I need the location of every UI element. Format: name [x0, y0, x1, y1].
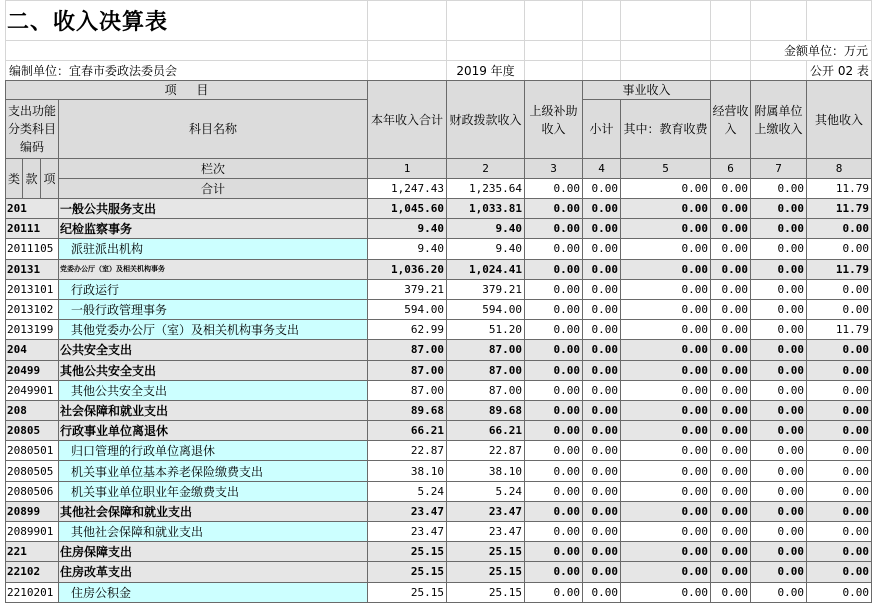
row-value-cell[interactable]: 0.00 [621, 279, 711, 299]
total-label[interactable]: 合计 [59, 179, 368, 199]
row-name-cell[interactable]: 住房改革支出 [59, 562, 368, 582]
sheet-cell[interactable] [583, 61, 621, 81]
table-row [6, 461, 872, 481]
row-value-cell[interactable]: 0.00 [751, 562, 807, 582]
row-value-cell[interactable]: 62.99 [368, 320, 447, 340]
header-xiang[interactable]: 项 [41, 159, 59, 199]
row-code-cell[interactable]: 221 [6, 542, 59, 562]
total-value-cell[interactable]: 0.00 [583, 179, 621, 199]
header-fiscal-appropriation[interactable]: 财政拨款收入 [447, 81, 525, 159]
row-value-cell[interactable]: 0.00 [525, 400, 583, 420]
row-value-cell[interactable]: 0.00 [751, 421, 807, 441]
row-value-cell[interactable]: 25.15 [447, 582, 525, 602]
row-value-cell[interactable]: 0.00 [807, 219, 872, 239]
row-value-cell[interactable]: 0.00 [711, 299, 751, 319]
organization-label[interactable]: 编制单位：宜春市委政法委员会 [6, 61, 368, 81]
row-value-cell[interactable]: 0.00 [621, 380, 711, 400]
row-value-cell[interactable]: 9.40 [447, 219, 525, 239]
row-code-cell[interactable]: 22102 [6, 562, 59, 582]
row-code-cell[interactable]: 201 [6, 199, 59, 219]
row-value-cell[interactable]: 11.79 [807, 320, 872, 340]
row-value-cell[interactable]: 0.00 [525, 259, 583, 279]
sheet-top-area [5, 0, 872, 81]
row-value-cell[interactable]: 0.00 [583, 259, 621, 279]
sheet-cell[interactable] [621, 61, 711, 81]
row-value-cell[interactable]: 0.00 [621, 461, 711, 481]
row-value-cell[interactable]: 0.00 [711, 481, 751, 501]
row-value-cell[interactable]: 0.00 [583, 562, 621, 582]
row-value-cell[interactable]: 0.00 [751, 522, 807, 542]
report-title[interactable]: 二、收入决算表 [6, 1, 368, 41]
table-row [6, 421, 872, 441]
row-value-cell[interactable]: 0.00 [807, 441, 872, 461]
row-value-cell[interactable]: 66.21 [447, 421, 525, 441]
row-value-cell[interactable]: 0.00 [807, 360, 872, 380]
row-value-cell[interactable]: 0.00 [621, 340, 711, 360]
row-code-cell[interactable]: 20805 [6, 421, 59, 441]
row-value-cell[interactable]: 0.00 [621, 542, 711, 562]
table-row [6, 380, 872, 400]
row-value-cell[interactable]: 0.00 [711, 441, 751, 461]
header-function-code[interactable]: 支出功能分类科目编码 [6, 100, 59, 159]
row-code-cell[interactable]: 2080505 [6, 461, 59, 481]
row-value-cell[interactable]: 0.00 [751, 279, 807, 299]
row-value-cell[interactable]: 0.00 [711, 380, 751, 400]
row-value-cell[interactable]: 0.00 [621, 481, 711, 501]
row-name-cell[interactable]: 住房公积金 [59, 582, 368, 602]
row-value-cell[interactable]: 0.00 [711, 320, 751, 340]
table-row [6, 582, 872, 602]
sheet-cell[interactable] [368, 61, 447, 81]
row-value-cell[interactable]: 51.20 [447, 320, 525, 340]
row-value-cell[interactable]: 0.00 [711, 522, 751, 542]
row-name-cell[interactable]: 纪检监察事务 [59, 219, 368, 239]
sheet-cell[interactable] [621, 1, 711, 41]
row-value-cell[interactable]: 0.00 [525, 299, 583, 319]
table-row [6, 441, 872, 461]
row-name-cell[interactable]: 行政事业单位离退休 [59, 421, 368, 441]
row-value-cell[interactable]: 0.00 [525, 320, 583, 340]
header-subject-name[interactable]: 科目名称 [59, 100, 368, 159]
row-value-cell[interactable]: 0.00 [621, 501, 711, 521]
sheet-cell[interactable] [621, 41, 711, 61]
sheet-cell[interactable] [525, 1, 583, 41]
table-body [6, 199, 872, 603]
row-value-cell[interactable]: 0.00 [621, 299, 711, 319]
row-value-cell[interactable]: 0.00 [751, 219, 807, 239]
header-other-income[interactable]: 其他收入 [807, 81, 872, 159]
row-value-cell[interactable]: 0.00 [711, 219, 751, 239]
row-value-cell[interactable]: 1,033.81 [447, 199, 525, 219]
column-index[interactable]: 8 [807, 159, 872, 179]
row-value-cell[interactable]: 0.00 [807, 481, 872, 501]
row-value-cell[interactable]: 0.00 [525, 562, 583, 582]
row-value-cell[interactable]: 25.15 [447, 562, 525, 582]
row-value-cell[interactable]: 25.15 [368, 542, 447, 562]
row-value-cell[interactable]: 0.00 [751, 542, 807, 562]
row-value-cell[interactable]: 0.00 [807, 522, 872, 542]
row-value-cell[interactable]: 0.00 [711, 259, 751, 279]
row-value-cell[interactable]: 0.00 [751, 400, 807, 420]
total-value-cell[interactable]: 1,247.43 [368, 179, 447, 199]
row-value-cell[interactable]: 0.00 [583, 299, 621, 319]
row-value-cell[interactable]: 0.00 [807, 421, 872, 441]
sheet-cell[interactable] [583, 41, 621, 61]
row-value-cell[interactable]: 23.47 [447, 522, 525, 542]
row-value-cell[interactable]: 0.00 [621, 199, 711, 219]
row-value-cell[interactable]: 0.00 [525, 441, 583, 461]
row-value-cell[interactable]: 0.00 [621, 421, 711, 441]
sheet-cell[interactable] [583, 1, 621, 41]
row-value-cell[interactable]: 0.00 [807, 380, 872, 400]
sheet-cell[interactable] [751, 1, 807, 41]
row-value-cell[interactable]: 0.00 [711, 461, 751, 481]
row-name-cell[interactable]: 归口管理的行政单位离退休 [59, 441, 368, 461]
row-value-cell[interactable]: 594.00 [368, 299, 447, 319]
row-value-cell[interactable]: 0.00 [583, 360, 621, 380]
table-row [6, 360, 872, 380]
row-value-cell[interactable]: 0.00 [711, 562, 751, 582]
row-name-cell[interactable]: 党委办公厅（室）及相关机构事务 [59, 259, 368, 279]
row-value-cell[interactable]: 1,036.20 [368, 259, 447, 279]
column-index[interactable]: 1 [368, 159, 447, 179]
row-value-cell[interactable]: 0.00 [751, 461, 807, 481]
table-row [6, 219, 872, 239]
row-code-cell[interactable]: 2013199 [6, 320, 59, 340]
column-index[interactable]: 5 [621, 159, 711, 179]
sheet-cell[interactable] [368, 41, 447, 61]
row-value-cell[interactable]: 23.47 [368, 522, 447, 542]
row-value-cell[interactable]: 0.00 [621, 441, 711, 461]
row-value-cell[interactable]: 87.00 [368, 340, 447, 360]
income-statement-table [5, 80, 872, 603]
table-row [6, 522, 872, 542]
row-name-cell[interactable]: 公共安全支出 [59, 340, 368, 360]
row-value-cell[interactable]: 87.00 [368, 380, 447, 400]
row-name-cell[interactable]: 其他公共安全支出 [59, 360, 368, 380]
header-business-income[interactable]: 事业收入 [583, 81, 711, 100]
row-value-cell[interactable]: 0.00 [807, 542, 872, 562]
sheet-cell[interactable] [447, 41, 525, 61]
row-value-cell[interactable]: 0.00 [807, 239, 872, 259]
row-value-cell[interactable]: 0.00 [525, 421, 583, 441]
row-value-cell[interactable]: 9.40 [368, 239, 447, 259]
row-value-cell[interactable]: 0.00 [583, 501, 621, 521]
row-value-cell[interactable]: 0.00 [751, 199, 807, 219]
header-education-fee[interactable]: 其中：教育收费 [621, 100, 711, 159]
column-index[interactable]: 4 [583, 159, 621, 179]
row-value-cell[interactable]: 0.00 [583, 461, 621, 481]
row-code-cell[interactable]: 2080501 [6, 441, 59, 461]
table-row [6, 340, 872, 360]
row-value-cell[interactable]: 0.00 [525, 219, 583, 239]
row-code-cell[interactable]: 20131 [6, 259, 59, 279]
row-value-cell[interactable]: 0.00 [583, 441, 621, 461]
row-value-cell[interactable]: 0.00 [525, 461, 583, 481]
total-value-cell[interactable]: 1,235.64 [447, 179, 525, 199]
row-value-cell[interactable]: 0.00 [711, 421, 751, 441]
row-value-cell[interactable]: 0.00 [621, 219, 711, 239]
row-code-cell[interactable]: 2013101 [6, 279, 59, 299]
table-row [6, 320, 872, 340]
row-value-cell[interactable]: 0.00 [751, 340, 807, 360]
row-value-cell[interactable]: 0.00 [583, 219, 621, 239]
table-row [6, 279, 872, 299]
row-name-cell[interactable]: 派驻派出机构 [59, 239, 368, 259]
row-code-cell[interactable]: 20899 [6, 501, 59, 521]
row-code-cell[interactable]: 204 [6, 340, 59, 360]
total-value-cell[interactable]: 0.00 [711, 179, 751, 199]
row-code-cell[interactable]: 208 [6, 400, 59, 420]
row-value-cell[interactable]: 0.00 [525, 199, 583, 219]
row-value-cell[interactable]: 0.00 [621, 259, 711, 279]
table-row [6, 239, 872, 259]
row-value-cell[interactable]: 0.00 [807, 400, 872, 420]
row-name-cell[interactable]: 机关事业单位职业年金缴费支出 [59, 481, 368, 501]
row-value-cell[interactable]: 0.00 [583, 380, 621, 400]
table-row [6, 299, 872, 319]
row-value-cell[interactable]: 9.40 [368, 219, 447, 239]
sheet-cell[interactable] [447, 1, 525, 41]
row-value-cell[interactable]: 0.00 [807, 562, 872, 582]
row-code-cell[interactable]: 2080506 [6, 481, 59, 501]
column-index[interactable]: 3 [525, 159, 583, 179]
row-value-cell[interactable]: 0.00 [751, 259, 807, 279]
row-name-cell[interactable]: 其他党委办公厅（室）及相关机构事务支出 [59, 320, 368, 340]
row-value-cell[interactable]: 87.00 [447, 380, 525, 400]
fiscal-year-label[interactable]: 2019 年度 [447, 61, 525, 81]
row-value-cell[interactable]: 0.00 [525, 340, 583, 360]
row-value-cell[interactable]: 9.40 [447, 239, 525, 259]
row-value-cell[interactable]: 0.00 [583, 199, 621, 219]
row-code-cell[interactable]: 2049901 [6, 380, 59, 400]
row-name-cell[interactable]: 其他公共安全支出 [59, 380, 368, 400]
row-value-cell[interactable]: 594.00 [447, 299, 525, 319]
header-operating-income[interactable]: 经营收入 [711, 81, 751, 159]
row-value-cell[interactable]: 5.24 [447, 481, 525, 501]
row-value-cell[interactable]: 0.00 [807, 299, 872, 319]
row-value-cell[interactable]: 0.00 [525, 279, 583, 299]
total-value-cell[interactable]: 11.79 [807, 179, 872, 199]
total-value-cell[interactable]: 0.00 [525, 179, 583, 199]
row-value-cell[interactable]: 0.00 [525, 481, 583, 501]
row-value-cell[interactable]: 0.00 [621, 522, 711, 542]
row-value-cell[interactable]: 0.00 [525, 360, 583, 380]
row-value-cell[interactable]: 38.10 [447, 461, 525, 481]
row-value-cell[interactable]: 0.00 [711, 360, 751, 380]
row-value-cell[interactable]: 0.00 [583, 340, 621, 360]
row-name-cell[interactable]: 住房保障支出 [59, 542, 368, 562]
row-value-cell[interactable]: 0.00 [525, 239, 583, 259]
row-value-cell[interactable]: 0.00 [525, 522, 583, 542]
row-value-cell[interactable]: 0.00 [807, 501, 872, 521]
row-value-cell[interactable]: 0.00 [711, 582, 751, 602]
header-item[interactable]: 项 目 [6, 81, 368, 100]
row-value-cell[interactable]: 25.15 [447, 542, 525, 562]
row-code-cell[interactable]: 20111 [6, 219, 59, 239]
row-value-cell[interactable]: 0.00 [583, 239, 621, 259]
table-row [6, 542, 872, 562]
row-value-cell[interactable]: 23.47 [368, 501, 447, 521]
header-lei[interactable]: 类 [6, 159, 23, 199]
row-value-cell[interactable]: 0.00 [525, 380, 583, 400]
column-index[interactable]: 2 [447, 159, 525, 179]
row-value-cell[interactable]: 1,024.41 [447, 259, 525, 279]
sheet-cell[interactable] [6, 41, 368, 61]
table-row [6, 199, 872, 219]
row-value-cell[interactable]: 0.00 [621, 400, 711, 420]
row-value-cell[interactable]: 0.00 [751, 239, 807, 259]
row-value-cell[interactable]: 0.00 [525, 501, 583, 521]
table-row [6, 562, 872, 582]
row-value-cell[interactable]: 0.00 [583, 522, 621, 542]
row-value-cell[interactable]: 0.00 [621, 320, 711, 340]
table-row [6, 259, 872, 279]
row-value-cell[interactable]: 23.47 [447, 501, 525, 521]
row-code-cell[interactable]: 2210201 [6, 582, 59, 602]
row-name-cell[interactable]: 一般行政管理事务 [59, 299, 368, 319]
row-value-cell[interactable]: 0.00 [751, 380, 807, 400]
sheet-cell[interactable] [711, 1, 751, 41]
column-index-label[interactable]: 栏次 [59, 159, 368, 179]
row-name-cell[interactable]: 社会保障和就业支出 [59, 400, 368, 420]
row-value-cell[interactable]: 0.00 [621, 360, 711, 380]
row-value-cell[interactable]: 0.00 [751, 320, 807, 340]
row-value-cell[interactable]: 0.00 [621, 582, 711, 602]
table-row [6, 481, 872, 501]
row-value-cell[interactable]: 0.00 [751, 582, 807, 602]
row-value-cell[interactable]: 87.00 [447, 360, 525, 380]
row-value-cell[interactable]: 0.00 [583, 481, 621, 501]
row-value-cell[interactable]: 0.00 [583, 279, 621, 299]
row-value-cell[interactable]: 0.00 [711, 340, 751, 360]
sheet-cell[interactable] [711, 61, 751, 81]
row-value-cell[interactable]: 0.00 [807, 279, 872, 299]
total-value-cell[interactable]: 0.00 [751, 179, 807, 199]
sheet-cell[interactable] [751, 61, 807, 81]
row-code-cell[interactable]: 2089901 [6, 522, 59, 542]
total-value-cell[interactable]: 0.00 [621, 179, 711, 199]
row-value-cell[interactable]: 0.00 [751, 299, 807, 319]
column-index[interactable]: 6 [711, 159, 751, 179]
row-value-cell[interactable]: 0.00 [525, 582, 583, 602]
row-value-cell[interactable]: 89.68 [368, 400, 447, 420]
row-value-cell[interactable]: 0.00 [621, 239, 711, 259]
row-value-cell[interactable]: 25.15 [368, 582, 447, 602]
header-kuan[interactable]: 款 [23, 159, 41, 199]
row-code-cell[interactable]: 2013102 [6, 299, 59, 319]
row-value-cell[interactable]: 379.21 [368, 279, 447, 299]
row-name-cell[interactable]: 行政运行 [59, 279, 368, 299]
row-value-cell[interactable]: 11.79 [807, 199, 872, 219]
row-value-cell[interactable]: 22.87 [447, 441, 525, 461]
row-name-cell[interactable]: 其他社会保障和就业支出 [59, 522, 368, 542]
header-affiliate-income[interactable]: 附属单位上缴收入 [751, 81, 807, 159]
total-row [6, 179, 872, 199]
row-value-cell[interactable]: 5.24 [368, 481, 447, 501]
row-value-cell[interactable]: 11.79 [807, 259, 872, 279]
amount-unit-label[interactable]: 金额单位：万元 [751, 41, 872, 61]
row-value-cell[interactable]: 87.00 [368, 360, 447, 380]
row-name-cell[interactable]: 其他社会保障和就业支出 [59, 501, 368, 521]
row-value-cell[interactable]: 0.00 [711, 542, 751, 562]
row-value-cell[interactable]: 0.00 [711, 279, 751, 299]
header-total-income[interactable]: 本年收入合计 [368, 81, 447, 159]
row-value-cell[interactable]: 87.00 [447, 340, 525, 360]
row-value-cell[interactable]: 0.00 [711, 199, 751, 219]
row-value-cell[interactable]: 0.00 [621, 562, 711, 582]
row-value-cell[interactable]: 0.00 [751, 441, 807, 461]
row-value-cell[interactable]: 0.00 [525, 542, 583, 562]
sheet-cell[interactable] [525, 41, 583, 61]
row-code-cell[interactable]: 2011105 [6, 239, 59, 259]
row-name-cell[interactable]: 机关事业单位基本养老保险缴费支出 [59, 461, 368, 481]
row-value-cell[interactable]: 0.00 [751, 360, 807, 380]
row-value-cell[interactable]: 0.00 [807, 582, 872, 602]
row-value-cell[interactable]: 0.00 [583, 421, 621, 441]
row-value-cell[interactable]: 0.00 [583, 400, 621, 420]
row-value-cell[interactable]: 0.00 [807, 461, 872, 481]
row-value-cell[interactable]: 22.87 [368, 441, 447, 461]
header-superior-subsidy[interactable]: 上级补助收入 [525, 81, 583, 159]
sheet-cell[interactable] [368, 1, 447, 41]
sheet-cell[interactable] [711, 41, 751, 61]
row-value-cell[interactable]: 0.00 [583, 542, 621, 562]
row-value-cell[interactable]: 0.00 [751, 501, 807, 521]
row-value-cell[interactable]: 0.00 [711, 400, 751, 420]
row-value-cell[interactable]: 0.00 [711, 501, 751, 521]
row-value-cell[interactable]: 0.00 [583, 582, 621, 602]
row-value-cell[interactable]: 0.00 [751, 481, 807, 501]
row-value-cell[interactable]: 38.10 [368, 461, 447, 481]
row-value-cell[interactable]: 25.15 [368, 562, 447, 582]
column-index[interactable]: 7 [751, 159, 807, 179]
header-subtotal[interactable]: 小计 [583, 100, 621, 159]
form-number-label[interactable]: 公开 02 表 [807, 61, 872, 81]
row-code-cell[interactable]: 20499 [6, 360, 59, 380]
row-value-cell[interactable]: 1,045.60 [368, 199, 447, 219]
table-row [6, 400, 872, 420]
sheet-cell[interactable] [807, 1, 872, 41]
row-value-cell[interactable]: 89.68 [447, 400, 525, 420]
row-value-cell[interactable]: 0.00 [583, 320, 621, 340]
row-value-cell[interactable]: 0.00 [807, 340, 872, 360]
row-value-cell[interactable]: 379.21 [447, 279, 525, 299]
row-value-cell[interactable]: 66.21 [368, 421, 447, 441]
sheet-cell[interactable] [525, 61, 583, 81]
row-value-cell[interactable]: 0.00 [711, 239, 751, 259]
table-row [6, 501, 872, 521]
row-name-cell[interactable]: 一般公共服务支出 [59, 199, 368, 219]
